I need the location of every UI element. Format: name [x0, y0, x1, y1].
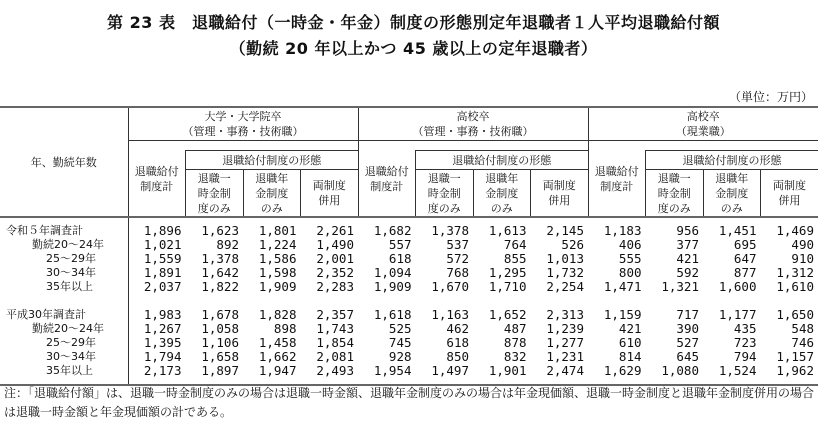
group-name: 大学・大学院卒 — [204, 110, 282, 123]
value-cell: 1,710 — [488, 279, 527, 294]
value-cell: 832 — [503, 349, 527, 364]
spacer — [0, 217, 128, 224]
value-cell: 1,947 — [258, 363, 297, 378]
row-label: 勤続20～24年 — [32, 238, 104, 251]
value-cell: 1,600 — [718, 279, 757, 294]
value-cell: 1,954 — [373, 363, 412, 378]
value-cell: 610 — [618, 335, 642, 350]
value-cell: 1,295 — [488, 265, 527, 280]
value-cell: 1,822 — [201, 279, 239, 294]
value-cell: 695 — [733, 237, 757, 252]
unit-label: （単位：万円） — [728, 90, 813, 104]
value-cell: 746 — [791, 335, 814, 350]
value-cell: 555 — [618, 251, 642, 266]
value-cell: 406 — [618, 237, 642, 252]
value-cell: 462 — [446, 321, 469, 336]
value-cell: 855 — [503, 251, 527, 266]
value-cell: 1,896 — [128, 224, 186, 238]
value-cell: 1,395 — [128, 336, 186, 350]
table-row — [0, 350, 818, 364]
subcolumn-header: 両制度併用 — [301, 170, 359, 218]
row-label: 35年以上 — [46, 280, 93, 293]
group-header — [128, 107, 358, 141]
value-cell: 1,321 — [661, 279, 699, 294]
value-cell: 2,357 — [316, 307, 354, 322]
value-cell: 1,094 — [373, 265, 412, 280]
total-column-header: 退職給付制度計 — [128, 141, 186, 218]
value-cell: 800 — [618, 265, 642, 280]
value-cell: 1,312 — [776, 265, 814, 280]
value-cell: 1,962 — [776, 363, 814, 378]
value-cell: 1,732 — [546, 265, 584, 280]
value-cell: 1,239 — [546, 321, 584, 336]
subcolumn-header: 退職年金制度のみ — [473, 170, 531, 218]
value-cell: 421 — [676, 251, 699, 266]
value-cell: 647 — [733, 251, 757, 266]
value-cell: 572 — [446, 251, 469, 266]
value-cell: 527 — [676, 335, 699, 350]
value-cell: 1,080 — [661, 363, 699, 378]
value-cell: 1,497 — [431, 363, 469, 378]
value-cell: 1,623 — [201, 223, 239, 238]
table-title: 第 23 表 退職給付（一時金・年金）制度の形態別定年退職者１人平均退職給付額 — [107, 13, 720, 32]
table-subtitle: （勤続 20 年以上かつ 45 歳以上の定年退職者） — [229, 39, 598, 58]
value-cell: 2,081 — [316, 349, 354, 364]
table-row — [0, 224, 818, 238]
value-cell: 1,451 — [718, 223, 757, 238]
value-cell: 1,106 — [201, 335, 239, 350]
group-header — [358, 107, 588, 141]
total-column-header: 退職給付制度計 — [588, 141, 646, 218]
value-cell: 1,586 — [258, 251, 297, 266]
row-label: 30～34年 — [46, 266, 96, 279]
retirement-benefit-table — [0, 106, 818, 386]
group-header — [588, 107, 818, 141]
value-cell: 2,001 — [316, 251, 354, 266]
table-row — [0, 280, 818, 294]
row-label: 25～29年 — [46, 252, 96, 265]
benefit-form-header: 退職給付制度の形態 — [186, 151, 359, 170]
value-cell: 1,901 — [488, 363, 527, 378]
value-cell: 1,378 — [201, 251, 239, 266]
spacer — [128, 294, 818, 308]
value-cell: 1,524 — [718, 363, 757, 378]
value-cell: 1,678 — [201, 307, 239, 322]
value-cell: 1,801 — [258, 223, 297, 238]
group-occupation: （管理・事務・技術職） — [182, 125, 304, 138]
value-cell: 618 — [446, 335, 469, 350]
subcolumn-header: 退職一時金制度のみ — [416, 170, 474, 218]
value-cell: 390 — [676, 321, 699, 336]
row-label: 25～29年 — [46, 336, 96, 349]
subcolumn-header: 退職年金制度のみ — [703, 170, 761, 218]
value-cell: 1,013 — [546, 251, 584, 266]
table-row — [0, 252, 818, 266]
value-cell: 2,173 — [128, 364, 186, 378]
total-column-header: 退職給付制度計 — [358, 141, 416, 218]
value-cell: 794 — [733, 349, 757, 364]
value-cell: 1,610 — [776, 279, 814, 294]
value-cell: 723 — [733, 335, 757, 350]
value-cell: 557 — [388, 237, 412, 252]
value-cell: 487 — [503, 321, 527, 336]
table-row — [0, 336, 818, 350]
value-cell: 1,177 — [718, 307, 757, 322]
value-cell: 1,277 — [546, 335, 584, 350]
value-cell: 1,021 — [128, 238, 186, 252]
value-cell: 1,458 — [258, 335, 297, 350]
value-cell: 548 — [791, 321, 814, 336]
spacer — [0, 294, 128, 308]
value-cell: 2,283 — [316, 279, 354, 294]
table-row — [0, 266, 818, 280]
header-spacer — [186, 141, 359, 151]
value-cell: 892 — [216, 237, 239, 252]
value-cell: 526 — [561, 237, 584, 252]
value-cell: 745 — [388, 335, 412, 350]
value-cell: 850 — [446, 349, 469, 364]
value-cell: 764 — [503, 237, 527, 252]
value-cell: 2,313 — [546, 307, 584, 322]
row-label: 35年以上 — [46, 364, 93, 377]
subcolumn-header: 退職一時金制度のみ — [186, 170, 244, 218]
subcolumn-header: 両制度併用 — [761, 170, 819, 218]
value-cell: 2,037 — [128, 280, 186, 294]
value-cell: 1,897 — [201, 363, 239, 378]
row-label: 平成30年調査計 — [6, 308, 86, 321]
subcolumn-header: 退職年金制度のみ — [243, 170, 301, 218]
value-cell: 2,352 — [316, 265, 354, 280]
subcolumn-header: 退職一時金制度のみ — [646, 170, 704, 218]
value-cell: 1,794 — [128, 350, 186, 364]
value-cell: 421 — [618, 321, 642, 336]
value-cell: 1,662 — [258, 349, 297, 364]
header-spacer — [416, 141, 589, 151]
value-cell: 1,983 — [128, 308, 186, 322]
value-cell: 490 — [791, 237, 814, 252]
value-cell: 1,224 — [258, 237, 297, 252]
benefit-form-header: 退職給付制度の形態 — [416, 151, 589, 170]
value-cell: 1,058 — [201, 321, 239, 336]
value-cell: 1,629 — [603, 363, 642, 378]
value-cell: 1,682 — [373, 223, 412, 238]
header-spacer — [646, 141, 819, 151]
table-row — [0, 322, 818, 336]
value-cell: 1,828 — [258, 307, 297, 322]
value-cell: 1,469 — [776, 223, 814, 238]
value-cell: 2,145 — [546, 223, 584, 238]
value-cell: 1,642 — [201, 265, 239, 280]
value-cell: 2,474 — [546, 363, 584, 378]
value-cell: 2,254 — [546, 279, 584, 294]
group-occupation: （現業職） — [675, 125, 731, 138]
value-cell: 1,909 — [373, 279, 412, 294]
value-cell: 592 — [676, 265, 699, 280]
footnote: 注：「退職給付額」は、退職一時金制度のみの場合は退職一時金額、退職年金制度のみの場合は年金現価額、退職一時金制度と退職年金制度併用の場合は退職一時金額と年金現価額の計である。 — [4, 386, 815, 419]
value-cell: 1,743 — [316, 321, 354, 336]
value-cell: 878 — [503, 335, 527, 350]
value-cell: 645 — [676, 349, 699, 364]
table-row — [0, 308, 818, 322]
value-cell: 377 — [676, 237, 699, 252]
value-cell: 1,670 — [431, 279, 469, 294]
group-name: 高校卒 — [686, 110, 720, 123]
value-cell: 1,598 — [258, 265, 297, 280]
row-label: 勤続20～24年 — [32, 322, 104, 335]
value-cell: 1,909 — [258, 279, 297, 294]
table-row — [0, 238, 818, 252]
value-cell: 1,650 — [776, 307, 814, 322]
value-cell: 877 — [733, 265, 757, 280]
value-cell: 814 — [618, 349, 642, 364]
row-header-label: 年、勤続年数 — [0, 107, 128, 217]
value-cell: 898 — [273, 321, 297, 336]
value-cell: 956 — [676, 223, 699, 238]
value-cell: 1,618 — [373, 307, 412, 322]
value-cell: 768 — [446, 265, 469, 280]
value-cell: 1,378 — [431, 223, 469, 238]
value-cell: 1,891 — [128, 266, 186, 280]
value-cell: 1,559 — [128, 252, 186, 266]
value-cell: 1,854 — [316, 335, 354, 350]
value-cell: 910 — [791, 251, 814, 266]
value-cell: 1,613 — [488, 223, 527, 238]
value-cell: 1,159 — [603, 307, 642, 322]
value-cell: 1,490 — [316, 237, 354, 252]
value-cell: 1,652 — [488, 307, 527, 322]
value-cell: 525 — [388, 321, 412, 336]
value-cell: 618 — [388, 251, 412, 266]
value-cell: 1,658 — [201, 349, 239, 364]
value-cell: 2,493 — [316, 363, 354, 378]
value-cell: 2,261 — [316, 223, 354, 238]
value-cell: 1,471 — [603, 279, 642, 294]
subcolumn-header: 両制度併用 — [531, 170, 589, 218]
value-cell: 1,267 — [128, 322, 186, 336]
value-cell: 1,183 — [603, 223, 642, 238]
table-row — [0, 364, 818, 378]
row-label: 令和５年調査計 — [6, 224, 83, 237]
benefit-form-header: 退職給付制度の形態 — [646, 151, 819, 170]
row-label: 30～34年 — [46, 350, 96, 363]
value-cell: 717 — [676, 307, 699, 322]
value-cell: 1,231 — [546, 349, 584, 364]
group-occupation: （管理・事務・技術職） — [412, 125, 534, 138]
value-cell: 537 — [446, 237, 469, 252]
value-cell: 928 — [388, 349, 412, 364]
value-cell: 1,163 — [431, 307, 469, 322]
value-cell: 1,157 — [776, 349, 814, 364]
value-cell: 435 — [733, 321, 757, 336]
group-name: 高校卒 — [456, 110, 490, 123]
